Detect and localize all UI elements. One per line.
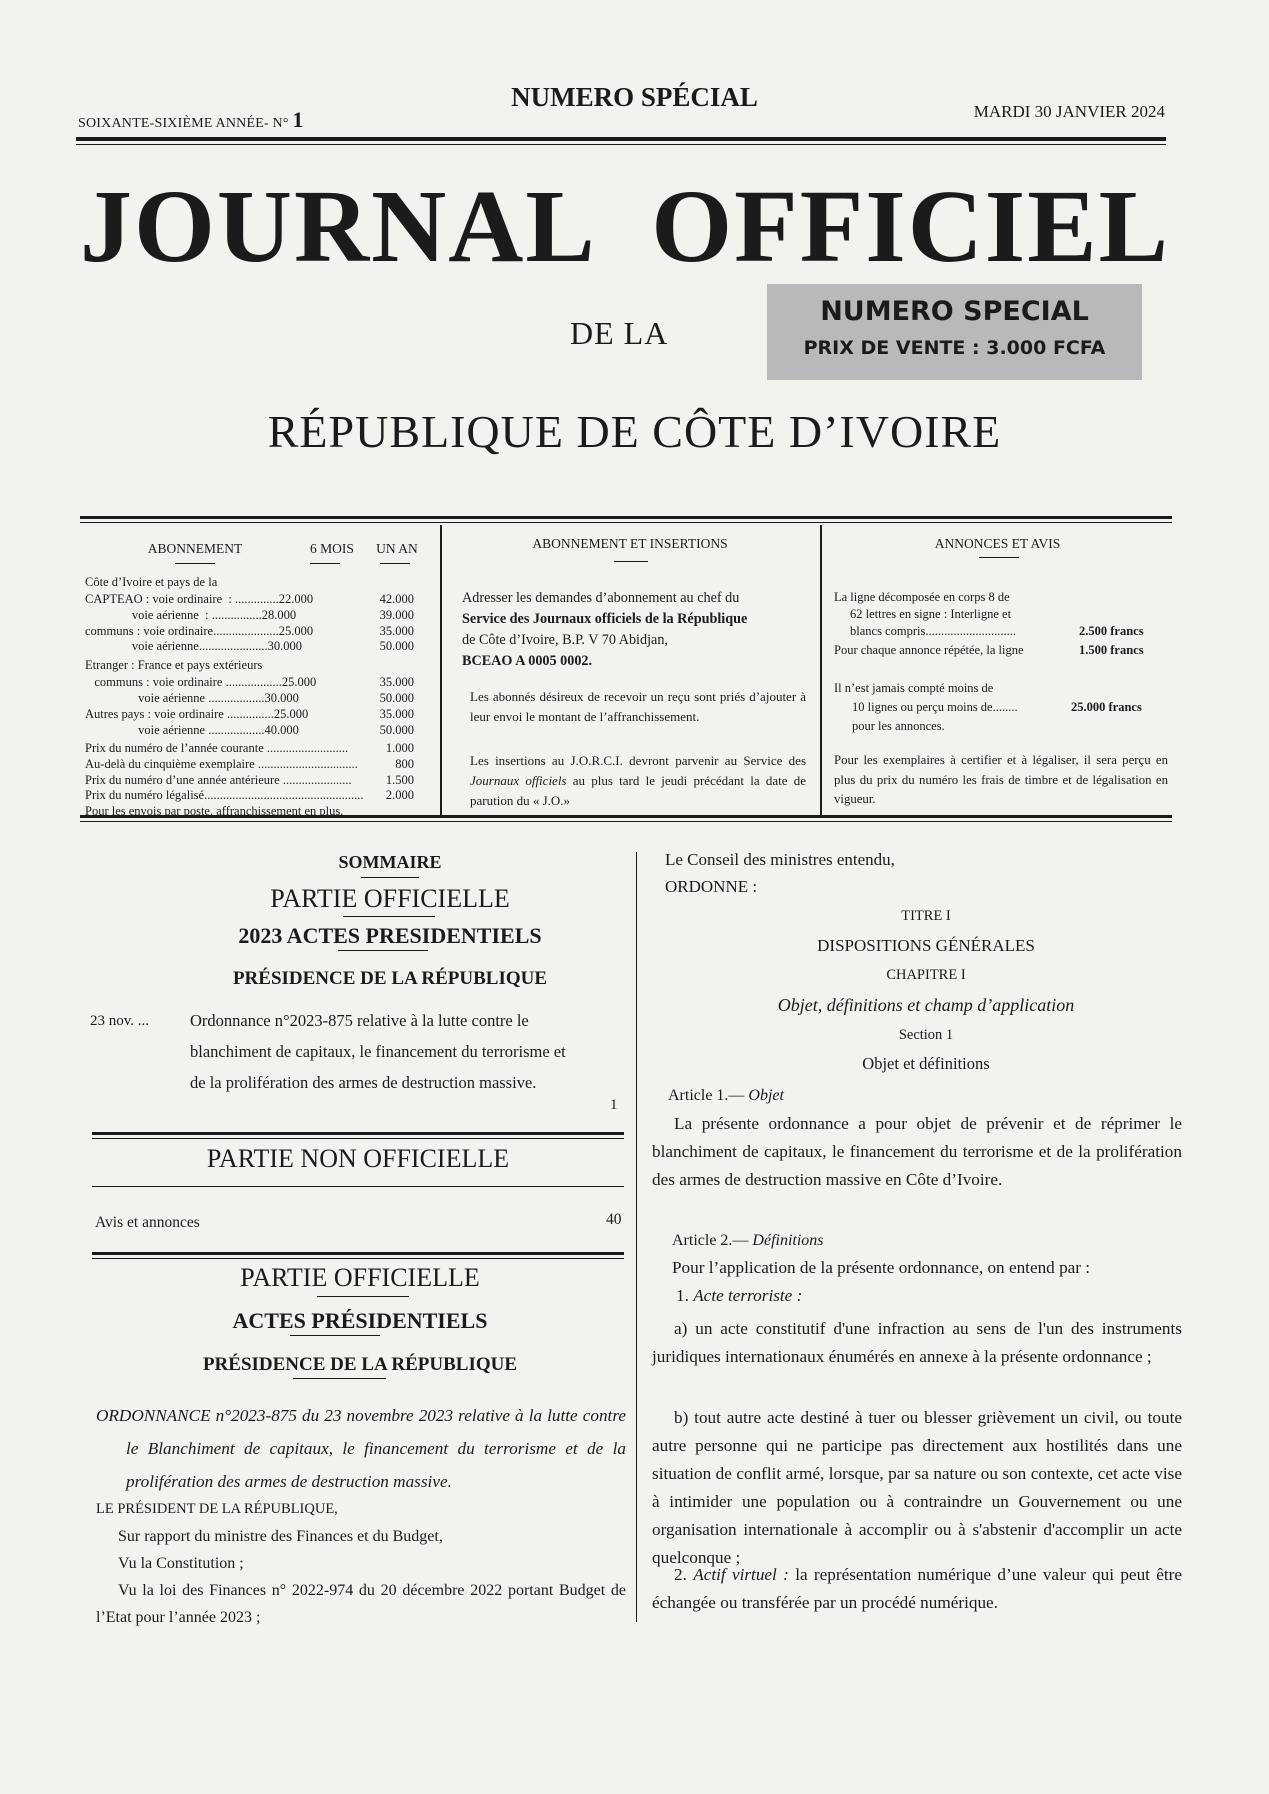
table-top-rule bbox=[80, 516, 1172, 519]
subscription-row-label: Pour les envois par poste, affranchissement en plus. bbox=[85, 804, 344, 818]
article-1-label: Article 1.— bbox=[668, 1087, 745, 1104]
insertions-bceao: BCEAO A 0005 0002. bbox=[462, 653, 593, 669]
subscription-row-label: voie aérienne ..................30.000 bbox=[85, 691, 299, 705]
presidence-underline bbox=[293, 1378, 386, 1379]
sommaire-title: SOMMAIRE bbox=[338, 852, 442, 872]
annonces-line-5: Il n’est jamais compté moins de bbox=[834, 681, 994, 695]
visa-loi-finances: Vu la loi des Finances n° 2022-974 du 20 décembre 2022 portant Budget de l’Etat pour l’année 2023 ; bbox=[96, 1582, 626, 1626]
insertions-title: ABONNEMENT ET INSERTIONS bbox=[532, 536, 728, 551]
masthead-title bbox=[80, 169, 1170, 284]
subscription-rows bbox=[85, 575, 435, 818]
conseil-line: Le Conseil des ministres entendu, bbox=[665, 850, 895, 869]
definition-1-b: b) tout autre acte destiné à tuer ou blesser grièvement un civil, ou toute autre personne qui ne participe pas directement aux hostilités dans une situation de conflit armé, lorsque, par sa nature ou son contexte, cet acte vise à intimider une population ou à contraindre un Gouvernement ou une organisation internationale à accomplir ou à s'abstenir d'accomplir un acte quelconque ; bbox=[652, 1408, 1182, 1567]
visa-constitution: Vu la Constitution ; bbox=[118, 1555, 244, 1572]
annonces-line-2: 62 lettres en signe : Interligne et bbox=[850, 607, 1012, 621]
annonces-line-3: blancs compris............................. bbox=[850, 624, 1016, 638]
subscription-row-yearly: 800 bbox=[395, 757, 414, 771]
insertions-title-underline bbox=[614, 561, 648, 562]
partie-officielle-underline bbox=[317, 1296, 409, 1297]
sommaire-rule-2 bbox=[92, 1186, 624, 1187]
subscription-row-label: Prix du numéro légalisé................................................... bbox=[85, 788, 364, 802]
dispositions-heading: DISPOSITIONS GÉNÉRALES bbox=[817, 936, 1035, 955]
article-1-text: La présente ordonnance a pour objet de prévenir et de réprimer le blanchiment de capitaux, le financement du terrorisme et de la prolifération des armes de destruction massive en Côte d’Ivoire. bbox=[652, 1114, 1182, 1189]
article-2-label: Article 2.— bbox=[672, 1232, 749, 1249]
table-bottom-rule-thin bbox=[80, 821, 1172, 822]
subscription-row-label: voie aérienne......................30.000 bbox=[85, 639, 302, 653]
sommaire-actes-underline bbox=[338, 950, 428, 951]
subscription-row-label: communs : voie ordinaire ..................25.000 bbox=[85, 675, 317, 689]
subscription-row-yearly: 35.000 bbox=[379, 707, 414, 721]
titre-heading: TITRE I bbox=[901, 908, 951, 924]
chapitre-heading: CHAPITRE I bbox=[886, 967, 966, 983]
objet-et-definitions-heading: Objet et définitions bbox=[862, 1054, 990, 1073]
subscription-row-label: communs : voie ordinaire.....................25.000 bbox=[85, 624, 314, 638]
col-6m-underline bbox=[310, 563, 340, 564]
subscription-row-yearly: 1.000 bbox=[385, 741, 414, 755]
insertions-bp: de Côte d’Ivoire, B.P. V 70 Abidjan, bbox=[462, 632, 668, 648]
article-1-title: Objet bbox=[748, 1087, 784, 1104]
ordonnance-title: ORDONNANCE n°2023-875 du 23 novembre 2023 relative à la lutte contre le Blanchiment de capitaux, le financement du terrorisme et de la prolifération des armes de destruction massive. bbox=[96, 1406, 626, 1491]
insertions-service: Service des Journaux officiels de la République bbox=[462, 611, 748, 627]
insertions-deadline-a: Les insertions au J.O.R.C.I. devront parvenir au Service des bbox=[470, 753, 806, 768]
sommaire-rule-1 bbox=[92, 1132, 624, 1135]
sommaire-partie-underline bbox=[343, 916, 435, 917]
sommaire-avis: Avis et annonces bbox=[95, 1214, 200, 1231]
table-divider-2 bbox=[820, 525, 822, 815]
subscription-col-6m: 6 MOIS bbox=[310, 541, 354, 556]
subscription-row-yearly: 1.500 bbox=[385, 773, 414, 787]
annonces-line-1: La ligne décomposée en corps 8 de bbox=[834, 590, 1010, 604]
subscription-row-yearly: 35.000 bbox=[379, 624, 414, 638]
insertions-address bbox=[462, 588, 804, 672]
subscription-title: ABONNEMENT bbox=[147, 541, 243, 556]
subscription-row-yearly: 50.000 bbox=[379, 723, 414, 737]
price-box bbox=[767, 284, 1142, 380]
section-heading: Section 1 bbox=[898, 1027, 954, 1043]
annonces-legalisation: Pour les exemplaires à certifier et à légaliser, il sera perçu en plus du prix du numéro les frais de timbre et de légalisation en vigueur. bbox=[834, 753, 1168, 806]
subscription-row-yearly: 2.000 bbox=[385, 788, 414, 802]
annonces-price-2: 1.500 francs bbox=[1079, 643, 1144, 657]
sommaire-presidence: PRÉSIDENCE DE LA RÉPUBLIQUE bbox=[232, 968, 548, 989]
subscription-row-label: voie aérienne : ................28.000 bbox=[85, 608, 297, 622]
subscription-col-1y: UN AN bbox=[376, 541, 418, 556]
issue-date: MARDI 30 JANVIER 2024 bbox=[973, 102, 1165, 121]
subscription-row-label: Côte d’Ivoire et pays de la bbox=[85, 575, 218, 589]
article-1-heading bbox=[668, 1087, 784, 1105]
annonces-title: ANNONCES ET AVIS bbox=[934, 536, 1061, 551]
insertions-deadline bbox=[470, 751, 806, 811]
visa-rapport: Sur rapport du ministre des Finances et du Budget, bbox=[118, 1528, 443, 1545]
definition-2-title: Actif virtuel : bbox=[693, 1565, 789, 1584]
price-box-price: PRIX DE VENTE : 3.000 FCFA bbox=[803, 337, 1106, 359]
actes-underline bbox=[290, 1335, 380, 1336]
sommaire-rule-3-thin bbox=[92, 1258, 624, 1259]
presidence-heading: PRÉSIDENCE DE LA RÉPUBLIQUE bbox=[202, 1354, 518, 1375]
annonces-price-3: 25.000 francs bbox=[1071, 700, 1142, 714]
insertions-deadline-b: au plus tard le jeudi précédant la date de parution du « J.O.» bbox=[470, 773, 807, 808]
subscription-row-label: Etranger : France et pays extérieurs bbox=[85, 658, 263, 672]
subscription-row-label: Autres pays : voie ordinaire ...............25.000 bbox=[85, 707, 309, 721]
masthead-de-la: DE LA bbox=[570, 315, 669, 351]
annonces-title-underline bbox=[979, 557, 1019, 558]
article-2-heading bbox=[672, 1232, 824, 1250]
definition-1-heading bbox=[676, 1286, 802, 1306]
sommaire-entry-date: 23 nov. ... bbox=[90, 1013, 150, 1029]
issue-number: 1 bbox=[292, 107, 304, 132]
subscription-row-label: Prix du numéro de l’année courante .......................... bbox=[85, 741, 349, 755]
ordonne-line: ORDONNE : bbox=[665, 877, 758, 896]
special-issue-label: NUMERO SPÉCIAL bbox=[511, 82, 758, 112]
table-top-rule-thin bbox=[80, 522, 1172, 523]
article-2-title: Définitions bbox=[752, 1232, 824, 1249]
subscription-row-yearly: 35.000 bbox=[379, 675, 414, 689]
masthead-word-officiel: OFFICIEL bbox=[651, 169, 1170, 284]
table-divider-1 bbox=[440, 525, 442, 815]
definition-1-title: Acte terroriste : bbox=[693, 1286, 803, 1305]
insertions-address-text: Adresser les demandes d’abonnement au chef du bbox=[462, 590, 740, 606]
annonces-line-6: 10 lignes ou perçu moins de........ bbox=[852, 700, 1018, 714]
sommaire-entry-page: 1 bbox=[610, 1097, 618, 1113]
masthead-word-journal: JOURNAL bbox=[80, 169, 597, 284]
sommaire-partie-non-officielle: PARTIE NON OFFICIELLE bbox=[206, 1144, 510, 1173]
header-rule-thin bbox=[76, 144, 1166, 145]
sommaire-actes: 2023 ACTES PRESIDENTIELS bbox=[238, 923, 542, 948]
annonces-price-1: 2.500 francs bbox=[1079, 624, 1144, 638]
objet-definitions-heading: Objet, définitions et champ d’application bbox=[777, 995, 1075, 1015]
definition-1-number: 1. bbox=[676, 1286, 689, 1305]
subscription-row-label: Prix du numéro d’une année antérieure ...................... bbox=[85, 773, 352, 787]
masthead-republic: RÉPUBLIQUE DE CÔTE D’IVOIRE bbox=[267, 406, 1002, 457]
insertions-deadline-italic: Journaux officiels bbox=[470, 773, 567, 788]
annonces-line-4: Pour chaque annonce répétée, la ligne bbox=[834, 643, 1024, 657]
subscription-row-yearly: 50.000 bbox=[379, 691, 414, 705]
insertions-receipt: Les abonnés désireux de recevoir un reçu sont priés d’ajouter à leur envoi le montant de l’affranchissement. bbox=[470, 689, 806, 724]
subscription-row-yearly: 42.000 bbox=[379, 592, 414, 606]
definition-2-text: la représentation numérique d’une valeur qui peut être échangée ou transférée par un procédé numérique. bbox=[652, 1565, 1182, 1612]
article-2-intro: Pour l’application de la présente ordonnance, on entend par : bbox=[672, 1258, 1091, 1277]
partie-officielle-heading: PARTIE OFFICIELLE bbox=[240, 1263, 480, 1292]
sommaire-underline bbox=[361, 877, 419, 878]
subscription-row-label: Au-delà du cinquième exemplaire ................................ bbox=[85, 757, 358, 771]
price-box-title: NUMERO SPECIAL bbox=[820, 296, 1089, 327]
actes-presidentiels-heading: ACTES PRÉSIDENTIELS bbox=[232, 1308, 488, 1333]
president-line: LE PRÉSIDENT DE LA RÉPUBLIQUE, bbox=[96, 1501, 338, 1517]
subscription-row-label: CAPTEAO : voie ordinaire : ..............22.000 bbox=[85, 592, 314, 606]
subscription-row-label: voie aérienne ..................40.000 bbox=[85, 723, 299, 737]
sommaire-entry-text: Ordonnance n°2023-875 relative à la lutte contre le blanchiment de capitaux, le financement du terrorisme et de la prolifération des armes de destruction massive. bbox=[190, 1011, 566, 1092]
definition-2 bbox=[652, 1561, 1182, 1617]
subscription-row-yearly: 39.000 bbox=[379, 608, 414, 622]
definition-2-number: 2. bbox=[674, 1565, 687, 1584]
annonces-line-7: pour les annonces. bbox=[852, 719, 945, 733]
sommaire-avis-page: 40 bbox=[606, 1211, 622, 1228]
definition-1-a: a) un acte constitutif d'une infraction au sens de l'un des instruments juridiques internationaux énumérés en annexe à la présente ordonnance ; bbox=[652, 1319, 1182, 1366]
subscription-title-underline bbox=[175, 563, 215, 564]
sommaire-rule-3 bbox=[92, 1252, 624, 1255]
subscription-row-yearly: 50.000 bbox=[379, 639, 414, 653]
year-label: SOIXANTE-SIXIÈME ANNÉE- N° bbox=[78, 116, 289, 131]
sommaire-partie-officielle: PARTIE OFFICIELLE bbox=[270, 884, 510, 913]
sommaire-rule-1-thin bbox=[92, 1138, 624, 1139]
col-1y-underline bbox=[380, 563, 410, 564]
header-rule bbox=[76, 137, 1166, 141]
body-column-divider bbox=[636, 852, 637, 1622]
